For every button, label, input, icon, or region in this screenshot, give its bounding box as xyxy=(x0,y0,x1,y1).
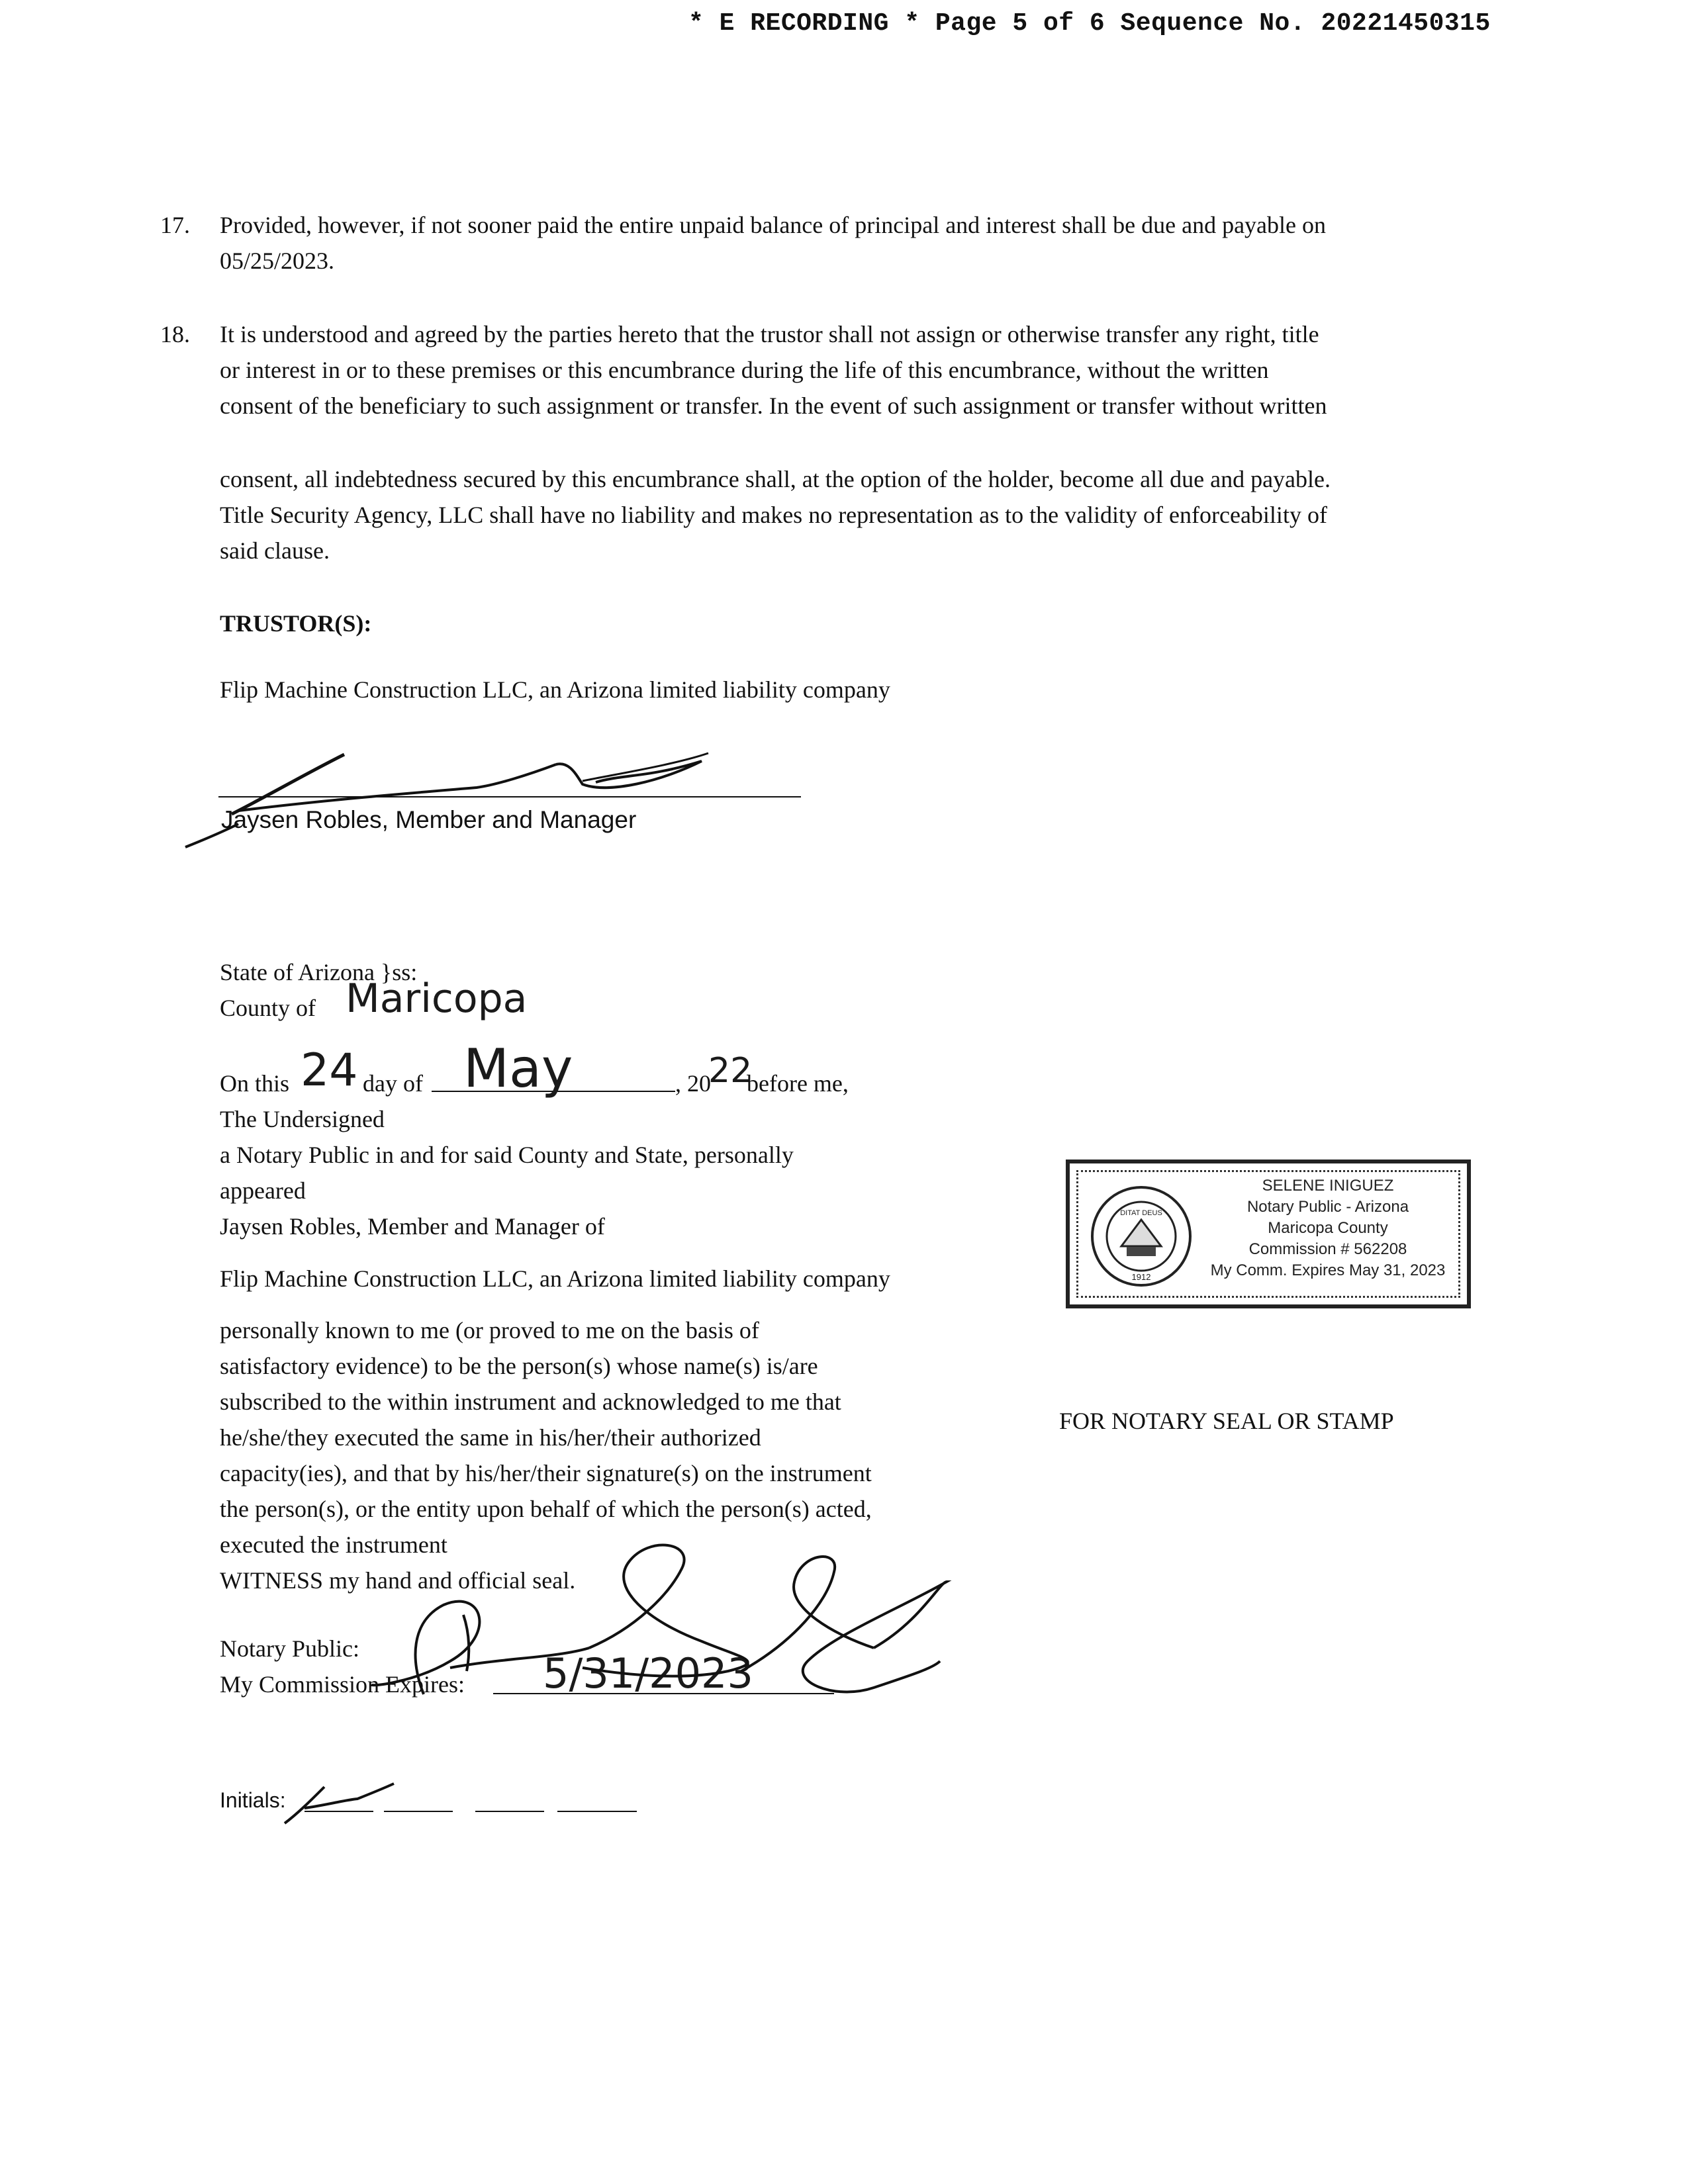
notary-public-line-2: appeared xyxy=(220,1177,306,1204)
initials-line-3 xyxy=(475,1811,544,1812)
trustor-entity: Flip Machine Construction LLC, an Arizona limited liability company xyxy=(220,676,890,703)
appeared-name: Jaysen Robles, Member and Manager of xyxy=(220,1213,605,1240)
clause-18-line-3: consent of the beneficiary to such assignment or transfer. In the event of such assignment or transfer without written xyxy=(220,392,1327,419)
county-handwritten: Maricopa xyxy=(346,976,528,1022)
notary-seal-stamp xyxy=(1066,1160,1471,1308)
undersigned-line: The Undersigned xyxy=(220,1106,385,1132)
initials-line-4 xyxy=(557,1811,637,1812)
trustor-signer-name: Jaysen Robles, Member and Manager xyxy=(221,806,637,833)
day-handwritten: 24 xyxy=(301,1044,358,1097)
initials-label: Initials: xyxy=(220,1788,286,1812)
state-line: State of Arizona }ss: xyxy=(220,959,418,985)
clause-18-number: 18. xyxy=(160,321,190,347)
seal-caption: FOR NOTARY SEAL OR STAMP xyxy=(1059,1408,1394,1434)
trustor-signature-line xyxy=(218,796,801,797)
notary-public-label: Notary Public: xyxy=(220,1635,359,1662)
clause-17-line-1: Provided, however, if not sooner paid the entire unpaid balance of principal and interest shall be due and payable on xyxy=(220,212,1327,238)
day-of-label: day of xyxy=(363,1070,423,1097)
notary-signature xyxy=(371,1542,953,1707)
clause-18-line-2: or interest in or to these premises or this encumbrance during the life of this encumbrance, without the written xyxy=(220,357,1269,383)
ack-line-7: executed the instrument xyxy=(220,1531,447,1558)
seal-county: Maricopa County xyxy=(1268,1219,1388,1237)
seal-name: SELENE INIGUEZ xyxy=(1262,1177,1394,1195)
clause-18-line-1: It is understood and agreed by the parties hereto that the trustor shall not assign or otherwise transfer any right, title xyxy=(220,321,1319,347)
seal-commission: Commission # 562208 xyxy=(1248,1240,1407,1258)
ack-line-6: the person(s), or the entity upon behalf of which the person(s) acted, xyxy=(220,1496,872,1522)
appeared-entity: Flip Machine Construction LLC, an Arizona limited liability company xyxy=(220,1265,890,1292)
ack-line-4: he/she/they executed the same in his/her/their authorized xyxy=(220,1424,761,1451)
seal-emblem-motto: DITAT DEUS xyxy=(1120,1209,1162,1217)
continuation-line-2: Title Security Agency, LLC shall have no liability and makes no representation as to the validity of enforceability of xyxy=(220,502,1327,528)
commission-handwritten: 5/31/2023 xyxy=(543,1649,753,1698)
clause-17-number: 17. xyxy=(160,212,190,238)
year-handwritten: 22 xyxy=(708,1051,753,1091)
commission-label: My Commission Expires: xyxy=(220,1671,465,1698)
notary-public-line-1: a Notary Public in and for said County and State, personally xyxy=(220,1142,794,1168)
continuation-line-1: consent, all indebtedness secured by this encumbrance shall, at the option of the holder, become all due and payable. xyxy=(220,466,1331,492)
month-handwritten: May xyxy=(463,1038,573,1099)
ack-line-2: satisfactory evidence) to be the person(s) whose name(s) is/are xyxy=(220,1353,818,1379)
county-label: County of xyxy=(220,995,316,1021)
seal-expires: My Comm. Expires May 31, 2023 xyxy=(1210,1261,1446,1279)
initials-mark xyxy=(285,1780,397,1827)
before-me-label: before me, xyxy=(747,1070,849,1097)
continuation-line-3: said clause. xyxy=(220,537,330,564)
recording-header: * E RECORDING * Page 5 of 6 Sequence No. 20221450315 xyxy=(688,9,1491,38)
ack-line-1: personally known to me (or proved to me on the basis of xyxy=(220,1317,759,1343)
on-this-label: On this xyxy=(220,1070,290,1097)
seal-emblem-year: 1912 xyxy=(1131,1272,1151,1282)
trustor-heading: TRUSTOR(S): xyxy=(220,610,372,637)
year-prefix: , 20 xyxy=(675,1070,711,1097)
seal-title: Notary Public - Arizona xyxy=(1246,1198,1409,1216)
witness-line: WITNESS my hand and official seal. xyxy=(220,1567,576,1594)
arizona-seal-emblem xyxy=(1088,1183,1194,1289)
ack-line-5: capacity(ies), and that by his/her/their signature(s) on the instrument xyxy=(220,1460,872,1486)
ack-line-3: subscribed to the within instrument and acknowledged to me that xyxy=(220,1388,841,1415)
clause-17-line-2: 05/25/2023. xyxy=(220,248,335,274)
